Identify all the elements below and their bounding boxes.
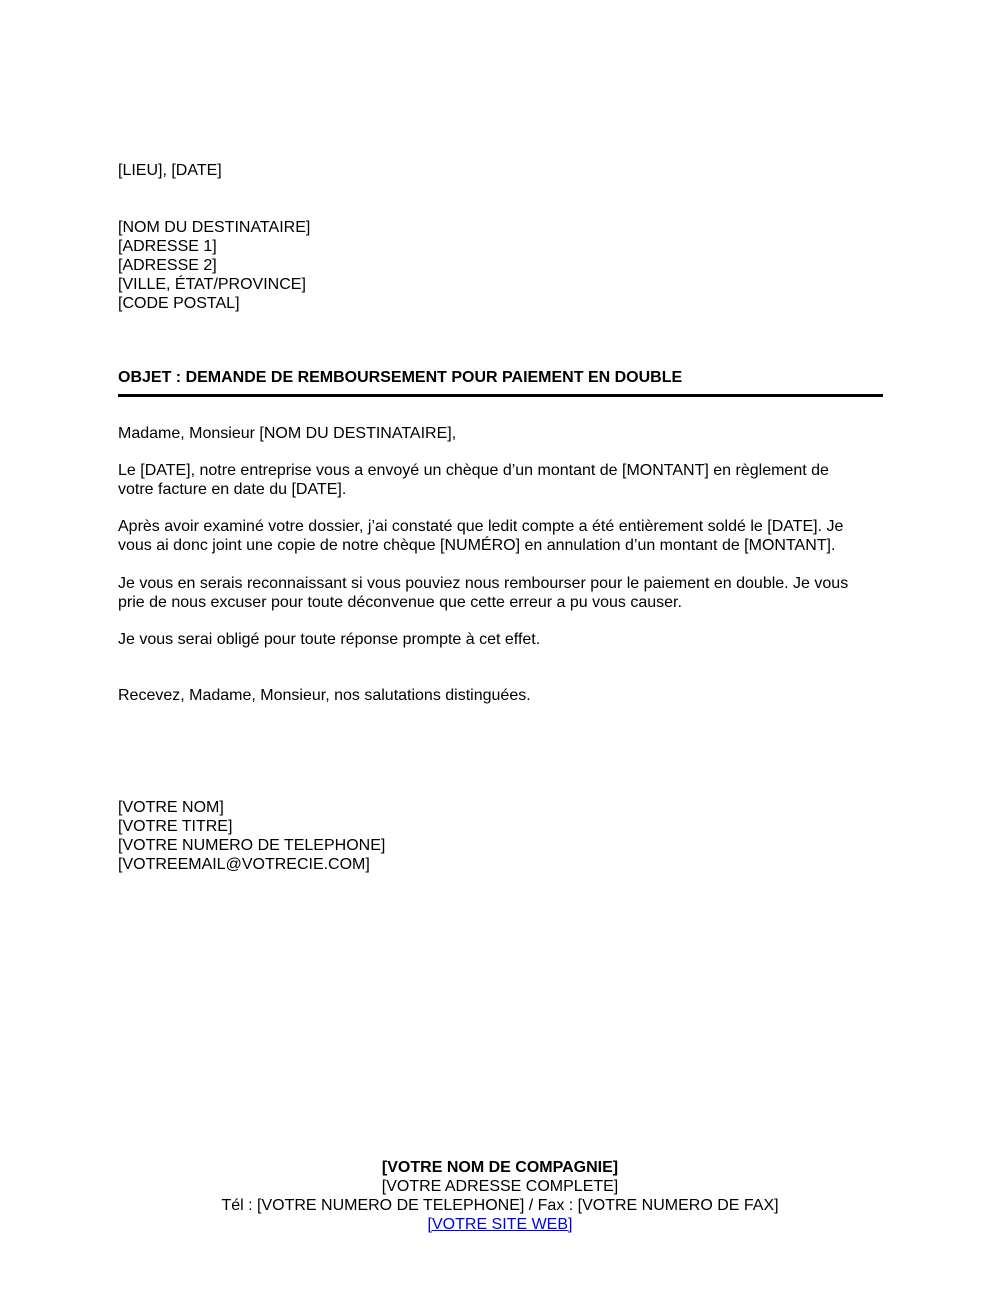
signature-block bbox=[118, 798, 883, 874]
paragraph-line: Je vous serai obligé pour toute réponse prompte à cet effet. bbox=[118, 631, 541, 648]
subject-text: OBJET : DEMANDE DE REMBOURSEMENT POUR PAIEMENT EN DOUBLE bbox=[118, 369, 683, 386]
paragraph-line: Après avoir examiné votre dossier, j’ai constaté que ledit compte a été entièrement soldé le [DATE]. Je bbox=[118, 518, 844, 535]
recipient-name: [NOM DU DESTINATAIRE] bbox=[118, 219, 311, 236]
paragraph-line: votre facture en date du [DATE]. bbox=[118, 481, 347, 498]
body-paragraph-4 bbox=[118, 630, 883, 649]
footer-company: [VOTRE NOM DE COMPAGNIE] bbox=[381, 1159, 619, 1176]
footer-website-link[interactable]: [VOTRE SITE WEB] bbox=[427, 1216, 573, 1233]
recipient-postal-code: [CODE POSTAL] bbox=[118, 295, 240, 312]
footer-address: [VOTRE ADRESSE COMPLETE] bbox=[381, 1178, 619, 1195]
closing-text: Recevez, Madame, Monsieur, nos salutations distinguées. bbox=[118, 687, 531, 704]
paragraph-line: prie de nous excuser pour toute déconvenue que cette erreur a pu vous causer. bbox=[118, 594, 682, 611]
subject-divider bbox=[118, 394, 883, 397]
paragraph-line: Le [DATE], notre entreprise vous a envoyé un chèque d’un montant de [MONTANT] en règlement de bbox=[118, 462, 829, 479]
signature-title: [VOTRE TITRE] bbox=[118, 818, 233, 835]
place-date-text: [LIEU], [DATE] bbox=[118, 162, 222, 179]
salutation-text: Madame, Monsieur [NOM DU DESTINATAIRE], bbox=[118, 425, 457, 442]
paragraph-line: vous ai donc joint une copie de notre chèque [NUMÉRO] en annulation d’un montant de [MONTANT]. bbox=[118, 537, 836, 554]
place-date bbox=[118, 161, 883, 180]
body-paragraph-2 bbox=[118, 517, 883, 555]
paragraph-line: Je vous en serais reconnaissant si vous pouviez nous rembourser pour le paiement en double. Je vous bbox=[118, 575, 849, 592]
subject-line bbox=[118, 368, 883, 387]
body-paragraph-3 bbox=[118, 574, 883, 612]
recipient-address-1: [ADRESSE 1] bbox=[118, 238, 217, 255]
body-paragraph-1 bbox=[118, 461, 883, 499]
footer-contact: Tél : [VOTRE NUMERO DE TELEPHONE] / Fax : [VOTRE NUMERO DE FAX] bbox=[221, 1197, 779, 1214]
signature-phone: [VOTRE NUMERO DE TELEPHONE] bbox=[118, 837, 386, 854]
salutation bbox=[118, 424, 883, 443]
recipient-city: [VILLE, ÉTAT/PROVINCE] bbox=[118, 276, 306, 293]
letter-footer bbox=[0, 1158, 1000, 1234]
signature-email: [VOTREEMAIL@VOTRECIE.COM] bbox=[118, 856, 370, 873]
closing bbox=[118, 686, 883, 705]
recipient-address bbox=[118, 218, 883, 313]
signature-name: [VOTRE NOM] bbox=[118, 799, 224, 816]
recipient-address-2: [ADRESSE 2] bbox=[118, 257, 217, 274]
